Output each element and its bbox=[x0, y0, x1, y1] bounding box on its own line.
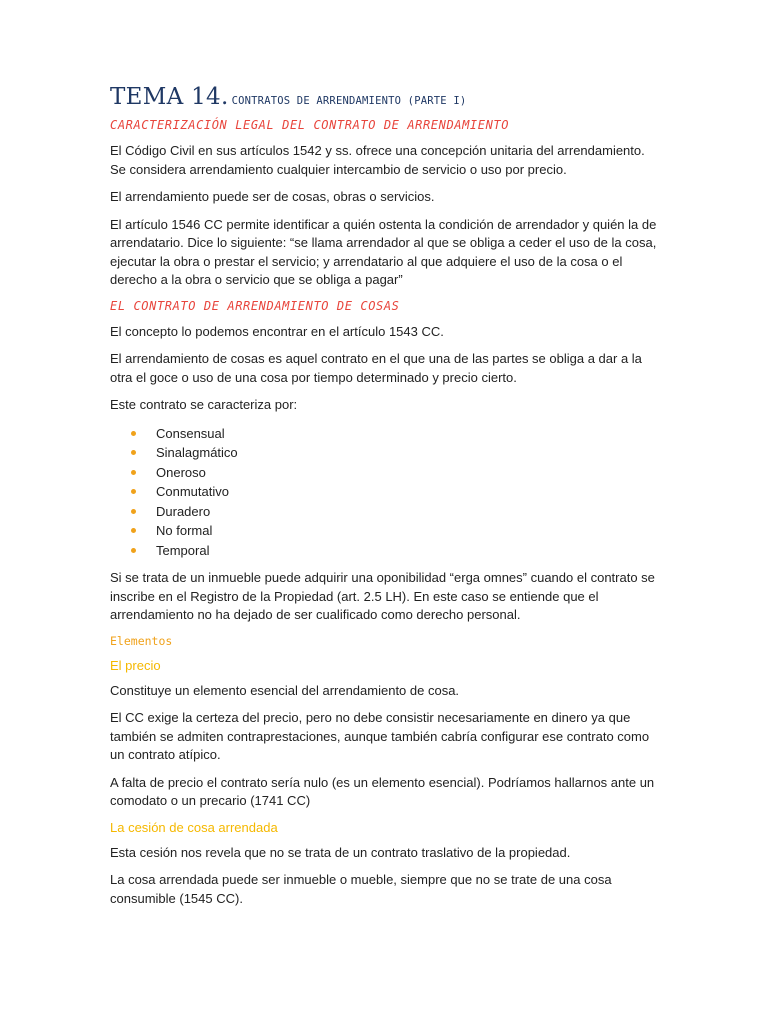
paragraph: El arrendamiento de cosas es aquel contrato en el que una de las partes se obliga a dar a la otra el goce o uso de una cosa por tiempo determinado y precio cierto. bbox=[110, 351, 642, 385]
paragraph: A falta de precio el contrato sería nulo (es un elemento esencial). Podríamos hallarnos ante un comodato o un precario (1741 CC) bbox=[110, 774, 655, 808]
list-item bbox=[110, 541, 660, 561]
page-title bbox=[110, 84, 660, 110]
bullet-icon bbox=[131, 528, 136, 533]
paragraph: El CC exige la certeza del precio, pero no debe consistir necesariamente en dinero ya que también se admiten contraprestaciones, aunque también cabría configurar ese contrato como un contrato atípico. bbox=[110, 710, 650, 762]
bullet-icon bbox=[131, 450, 136, 455]
bullet-icon bbox=[131, 470, 136, 475]
section-heading-elementos: Elementos bbox=[110, 633, 173, 648]
paragraph: El arrendamiento puede ser de cosas, obras o servicios. bbox=[110, 189, 435, 204]
list-item-label: Oneroso bbox=[156, 464, 206, 480]
bullet-icon bbox=[131, 509, 136, 514]
paragraph: La cosa arrendada puede ser inmueble o mueble, siempre que no se trate de una cosa consumible (1545 CC). bbox=[110, 872, 612, 906]
paragraph: El concepto lo podemos encontrar en el artículo 1543 CC. bbox=[110, 323, 444, 339]
list-item bbox=[110, 463, 660, 483]
subheading-cesion: La cesión de cosa arrendada bbox=[110, 819, 278, 835]
title-main: TEMA 14. bbox=[110, 84, 229, 110]
paragraph: El artículo 1546 CC permite identificar a quién ostenta la condición de arrendador y quién la de arrendatario. Dice lo siguiente: “se llama arrendador al que se obliga a ceder el uso de la cosa, ejecutar la obra o prestar el servicio; y arrendatario al que adquiere el uso de la cosa o el derecho a la obra o servicio que se obliga a pagar” bbox=[110, 216, 657, 287]
section-heading-contrato-cosas: EL CONTRATO DE ARRENDAMIENTO DE COSAS bbox=[110, 298, 400, 313]
document-content bbox=[110, 84, 660, 917]
list-item-label: Temporal bbox=[156, 542, 210, 558]
list-item bbox=[110, 482, 660, 502]
bullet-icon bbox=[131, 431, 136, 436]
bullet-icon bbox=[131, 548, 136, 553]
list-item bbox=[110, 424, 660, 444]
list-item-label: Sinalagmático bbox=[156, 445, 238, 460]
paragraph: Esta cesión nos revela que no se trata de un contrato traslativo de la propiedad. bbox=[110, 844, 571, 860]
list-item-label: Conmutativo bbox=[156, 484, 229, 499]
list-item-label: Duradero bbox=[156, 503, 211, 519]
paragraph: Constituye un elemento esencial del arrendamiento de cosa. bbox=[110, 682, 460, 698]
list-item bbox=[110, 521, 660, 541]
characteristics-list bbox=[110, 424, 660, 561]
list-item-label: Consensual bbox=[156, 425, 225, 441]
list-item-label: No formal bbox=[156, 523, 213, 538]
paragraph: Si se trata de un inmueble puede adquirir una oponibilidad “erga omnes” cuando el contrato se inscribe en el Registro de la Propiedad (art. 2.5 LH). En este caso se entiende que el arrendamiento no ha dejado de ser cualificado como derecho personal. bbox=[110, 570, 655, 622]
list-item bbox=[110, 443, 660, 463]
section-heading-caracterizacion: CARACTERIZACIÓN LEGAL DEL CONTRATO DE ARRENDAMIENTO bbox=[110, 118, 510, 132]
title-subtitle: CONTRATOS DE ARRENDAMIENTO (PARTE I) bbox=[231, 95, 467, 107]
bullet-icon bbox=[131, 489, 136, 494]
subheading-precio: El precio bbox=[110, 657, 161, 673]
paragraph: El Código Civil en sus artículos 1542 y ss. ofrece una concepción unitaria del arrendamiento. Se considera arrendamiento cualquier intercambio de servicio o uso por precio. bbox=[110, 143, 645, 177]
list-item bbox=[110, 502, 660, 522]
paragraph: Este contrato se caracteriza por: bbox=[110, 397, 298, 412]
